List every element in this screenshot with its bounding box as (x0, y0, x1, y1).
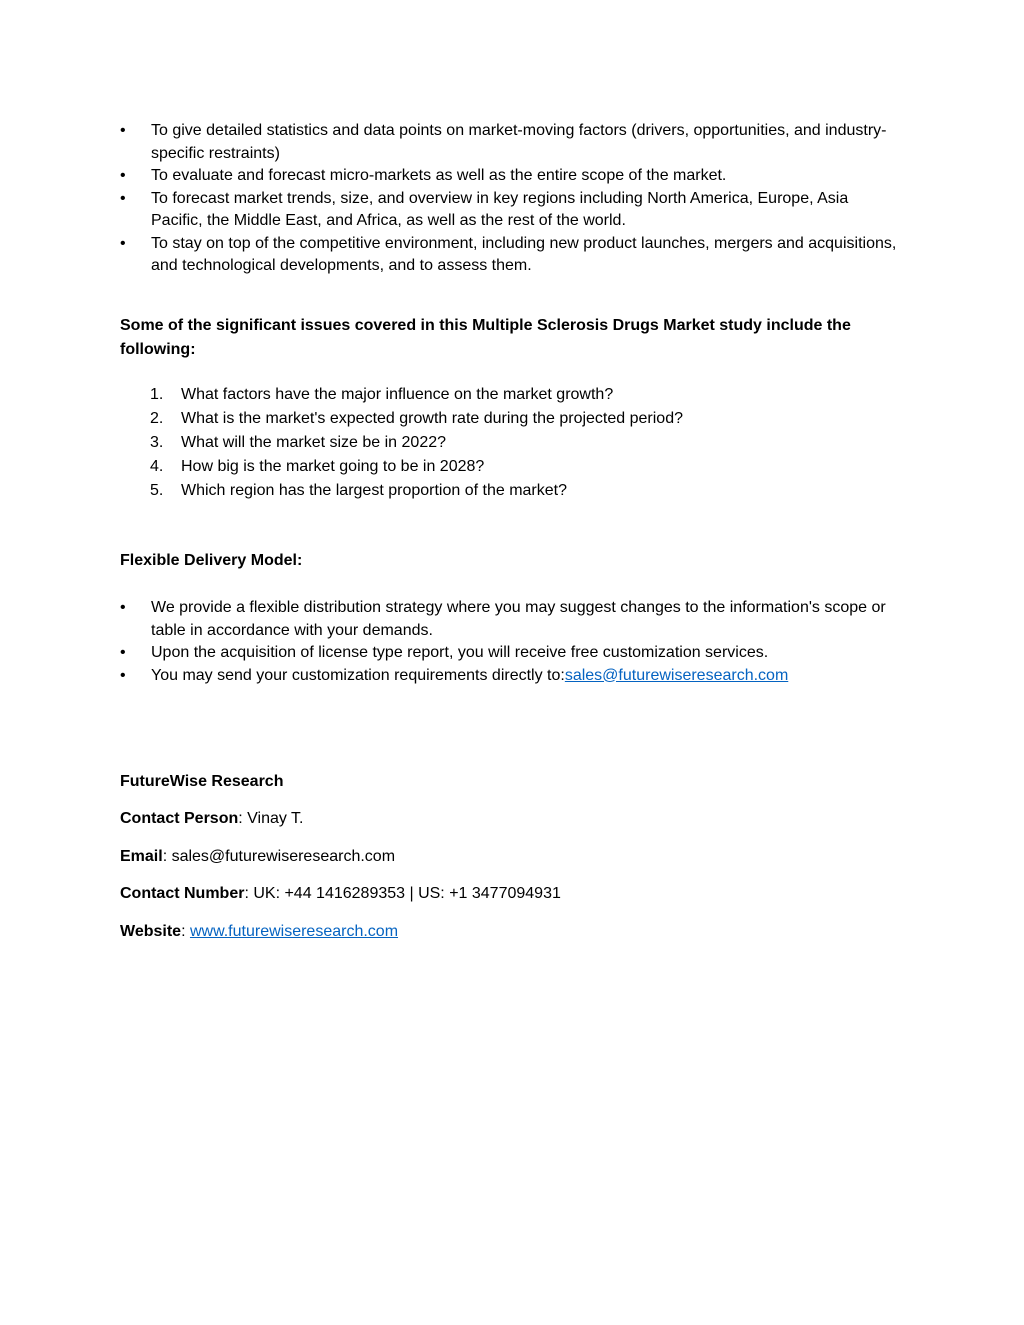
list-item-text: Which region has the largest proportion of the market? (181, 482, 567, 499)
website-separator: : (181, 923, 190, 940)
list-item (150, 479, 890, 503)
bullet-icon: • (120, 644, 126, 661)
list-item-text: We provide a flexible distribution strategy where you may suggest changes to the information's scope or table in accordance with your demands. (151, 599, 886, 639)
website-link[interactable]: www.futurewiseresearch.com (189, 923, 399, 940)
website-label: Website (120, 923, 182, 940)
list-item (120, 597, 900, 642)
issues-heading: Some of the significant issues covered in this Multiple Sclerosis Drugs Market study include the following: (120, 317, 851, 358)
list-item-text: What factors have the major influence on the market growth? (181, 386, 614, 403)
list-item (150, 383, 890, 407)
bullet-icon: • (120, 167, 126, 184)
list-item (120, 642, 900, 665)
bullet-icon: • (120, 122, 126, 139)
list-item-text: Upon the acquisition of license type report, you will receive free customization services. (151, 644, 769, 661)
list-item (120, 120, 900, 165)
bullet-icon: • (120, 189, 126, 207)
list-item (120, 233, 900, 278)
bullet-icon: • (120, 666, 126, 684)
list-item-text: To give detailed statistics and data points on market-moving factors (drivers, opportunities, and industry-specific restraints) (151, 122, 887, 162)
email-value: : sales@futurewiseresearch.com (162, 848, 396, 865)
contact-number-label: Contact Number (120, 885, 245, 902)
list-item-text: What is the market's expected growth rate during the projected period? (181, 410, 683, 427)
company-name (120, 771, 283, 793)
delivery-heading: Flexible Delivery Model: (120, 552, 303, 569)
delivery-list (120, 597, 900, 687)
contact-person-value: : Vinay T. (238, 810, 304, 827)
contact-person-line (120, 808, 303, 830)
list-item-text: What will the market size be in 2022? (181, 434, 447, 451)
email-line (120, 846, 395, 868)
contact-number-value: : UK: +44 1416289353 | US: +1 3477094931 (244, 885, 561, 902)
list-item-text: How big is the market going to be in 2028? (181, 458, 485, 475)
list-item (120, 665, 900, 688)
bullet-icon: • (120, 599, 126, 616)
list-number: 5. (150, 482, 164, 499)
bullet-icon: • (120, 234, 126, 252)
list-item (150, 431, 890, 455)
objectives-list (120, 120, 900, 278)
list-number: 1. (150, 386, 164, 403)
sales-email-link[interactable]: sales@futurewiseresearch.com (564, 666, 789, 684)
issues-list (150, 383, 890, 503)
list-item (150, 407, 890, 431)
email-label: Email (120, 848, 163, 865)
list-item-text: To evaluate and forecast micro-markets as well as the entire scope of the market. (151, 167, 727, 184)
list-number: 4. (150, 458, 164, 475)
list-item (120, 188, 900, 233)
list-item (120, 165, 900, 188)
list-number: 2. (150, 410, 164, 427)
list-item-text: To stay on top of the competitive environment, including new product launches, mergers and acquisitions, and technological developments, and to assess them. (151, 234, 897, 274)
list-item-text: You may send your customization requirements directly to: (151, 666, 565, 684)
contact-person-label: Contact Person (120, 810, 239, 827)
company-name-text: FutureWise Research (120, 773, 284, 790)
website-line (120, 921, 398, 943)
list-number: 3. (150, 434, 164, 451)
list-item (150, 455, 890, 479)
contact-number-line (120, 883, 561, 905)
list-item-text: To forecast market trends, size, and overview in key regions including North America, Europe, Asia Pacific, the Middle East, and Africa, as well as the rest of the world. (151, 189, 849, 229)
